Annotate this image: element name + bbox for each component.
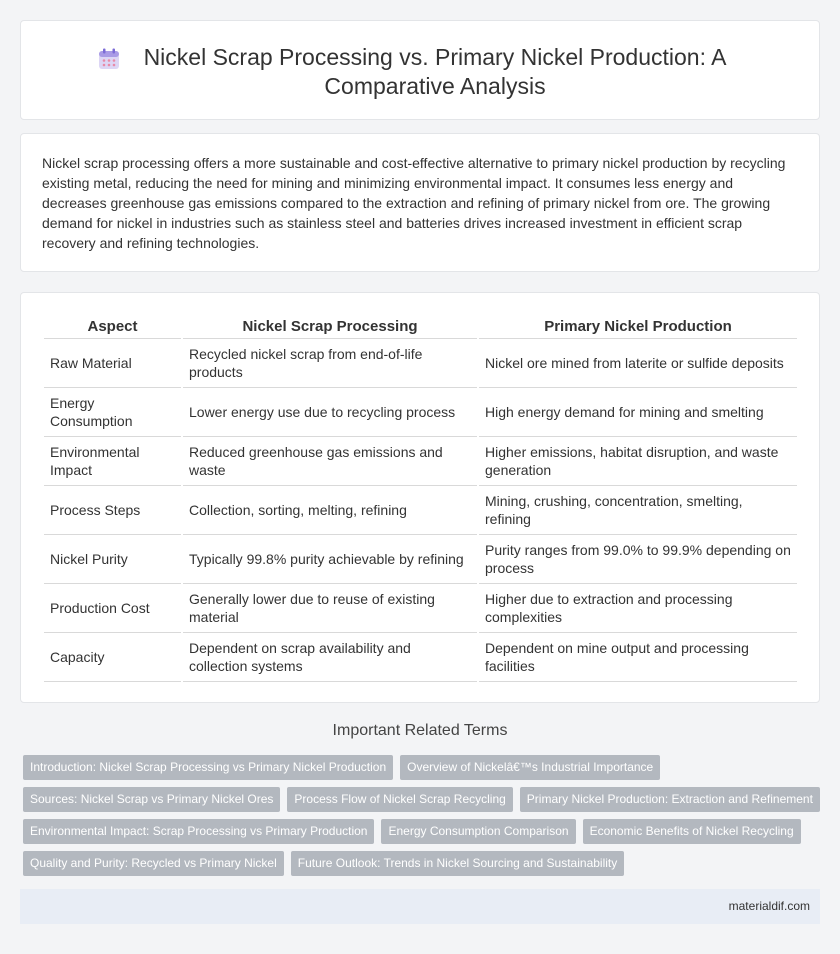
table-cell: Purity ranges from 99.0% to 99.9% depending on process bbox=[479, 535, 797, 584]
related-term-tag[interactable]: Future Outlook: Trends in Nickel Sourcing and Sustainability bbox=[291, 851, 625, 876]
table-cell: Generally lower due to reuse of existing material bbox=[183, 584, 477, 633]
table-cell: Recycled nickel scrap from end-of-life products bbox=[183, 339, 477, 388]
related-term-tag[interactable]: Sources: Nickel Scrap vs Primary Nickel Ores bbox=[23, 787, 280, 812]
table-cell: High energy demand for mining and smelting bbox=[479, 388, 797, 437]
table-cell: Reduced greenhouse gas emissions and waste bbox=[183, 437, 477, 486]
table-row bbox=[44, 535, 797, 584]
table-cell: Environmental Impact bbox=[44, 437, 181, 486]
table-cell: Dependent on scrap availability and collection systems bbox=[183, 633, 477, 682]
table-row bbox=[44, 584, 797, 633]
table-cell: Energy Consumption bbox=[44, 388, 181, 437]
comparison-table-card bbox=[20, 292, 820, 703]
related-term-tag[interactable]: Primary Nickel Production: Extraction and Refinement bbox=[520, 787, 820, 812]
intro-card bbox=[20, 133, 820, 272]
related-terms-list bbox=[23, 755, 823, 876]
table-row bbox=[44, 486, 797, 535]
related-term-tag[interactable]: Quality and Purity: Recycled vs Primary Nickel bbox=[23, 851, 284, 876]
footer-site-link[interactable]: materialdif.com bbox=[728, 899, 810, 913]
table-cell: Process Steps bbox=[44, 486, 181, 535]
table-row bbox=[44, 437, 797, 486]
header-card bbox=[20, 20, 820, 120]
table-row bbox=[44, 388, 797, 437]
table-cell: Typically 99.8% purity achievable by refining bbox=[183, 535, 477, 584]
footer bbox=[20, 889, 820, 924]
table-cell: Dependent on mine output and processing facilities bbox=[479, 633, 797, 682]
related-terms-title: Important Related Terms bbox=[332, 722, 508, 739]
header-aspect: Aspect bbox=[44, 316, 181, 339]
table-cell: Lower energy use due to recycling process bbox=[183, 388, 477, 437]
header-scrap-processing: Nickel Scrap Processing bbox=[183, 316, 477, 339]
header-primary-production: Primary Nickel Production bbox=[479, 316, 797, 339]
table-header-row bbox=[44, 316, 797, 339]
related-term-tag[interactable]: Economic Benefits of Nickel Recycling bbox=[583, 819, 801, 844]
related-term-tag[interactable]: Energy Consumption Comparison bbox=[381, 819, 575, 844]
table-cell: Capacity bbox=[44, 633, 181, 682]
table-cell: Higher emissions, habitat disruption, and waste generation bbox=[479, 437, 797, 486]
related-term-tag[interactable]: Environmental Impact: Scrap Processing vs Primary Production bbox=[23, 819, 374, 844]
intro-paragraph: Nickel scrap processing offers a more sustainable and cost-effective alternative to primary nickel production by recycling existing metal, reducing the need for mining and minimizing environmental impact. It consumes less energy and decreases greenhouse gas emissions compared to the extraction and refining of primary nickel from ore. The growing demand for nickel in industries such as stainless steel and batteries drives increased investment in efficient scrap recovery and refining technologies. bbox=[42, 155, 786, 251]
related-term-tag[interactable]: Introduction: Nickel Scrap Processing vs Primary Nickel Production bbox=[23, 755, 393, 780]
comparison-table bbox=[42, 316, 799, 682]
table-cell: Raw Material bbox=[44, 339, 181, 388]
table-cell: Nickel Purity bbox=[44, 535, 181, 584]
table-cell: Collection, sorting, melting, refining bbox=[183, 486, 477, 535]
table-cell: Higher due to extraction and processing complexities bbox=[479, 584, 797, 633]
table-cell: Production Cost bbox=[44, 584, 181, 633]
table-cell: Mining, crushing, concentration, smelting, refining bbox=[479, 486, 797, 535]
table-row bbox=[44, 339, 797, 388]
table-row bbox=[44, 633, 797, 682]
table-cell: Nickel ore mined from laterite or sulfide deposits bbox=[479, 339, 797, 388]
related-term-tag[interactable]: Overview of Nickelâ€™s Industrial Importance bbox=[400, 755, 660, 780]
page-title: Nickel Scrap Processing vs. Primary Nickel Production: A Comparative Analysis bbox=[143, 44, 727, 99]
related-term-tag[interactable]: Process Flow of Nickel Scrap Recycling bbox=[287, 787, 512, 812]
